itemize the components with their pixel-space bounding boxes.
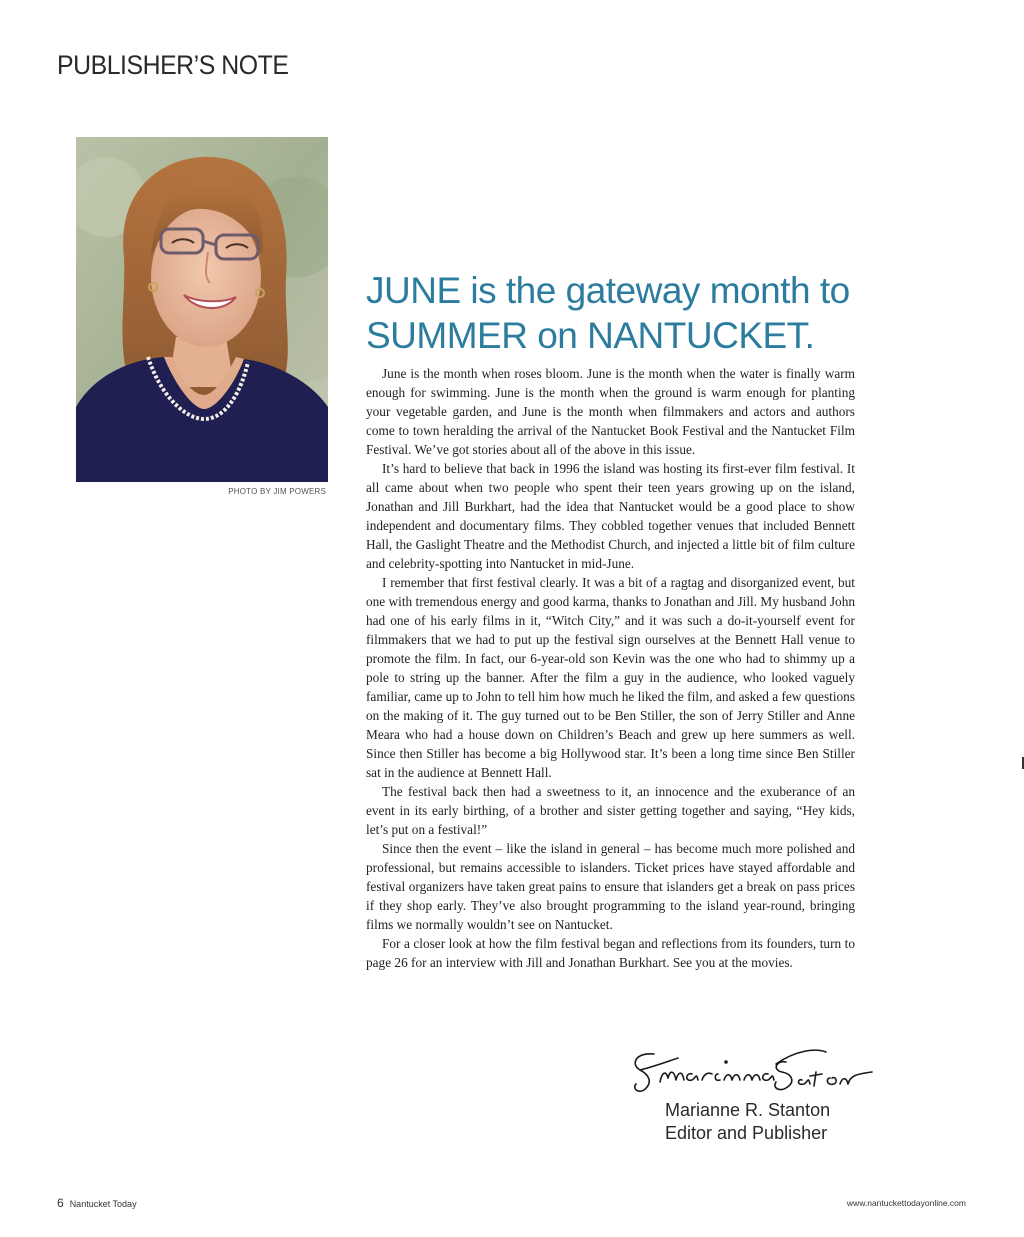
page-number: 6 bbox=[57, 1196, 64, 1210]
paragraph: For a closer look at how the film festival began and reflections from its founders, turn to page 26 for an interview with Jill and Jonathan Burkhart. See you at the movies. bbox=[366, 936, 855, 970]
photo-credit: PHOTO BY JIM POWERS bbox=[228, 487, 326, 496]
headline-line-2: SUMMER on NANTUCKET. bbox=[366, 315, 815, 356]
handwritten-signature bbox=[626, 1042, 881, 1100]
paragraph: June is the month when roses bloom. June is the month when the water is finally warm enough for swimming. June is the month when the ground is warm enough for planting your vegetable garden, and June is the month when filmmakers and actors and authors come to town heralding the arrival of the Nantucket Book Festival and the Nantucket Film Festival. We’ve got stories about all of the above in this issue. bbox=[366, 366, 855, 457]
paragraph: Since then the event – like the island in general – has become much more polished and professional, but remains accessible to islanders. Ticket prices have stayed affordable and festival organizers have taken great pains to ensure that islanders get a break on pass prices if they shop early. They’ve also brought programming to the island year-round, bringing films we normally wouldn’t see on Nantucket. bbox=[366, 841, 855, 932]
article-body bbox=[366, 364, 855, 972]
publication-name: Nantucket Today bbox=[69, 1199, 137, 1209]
publisher-portrait-photo bbox=[76, 137, 328, 482]
signer-name: Marianne R. Stanton bbox=[665, 1100, 831, 1120]
footer-folio bbox=[57, 1196, 137, 1210]
headline bbox=[366, 268, 886, 358]
signer-title: Editor and Publisher bbox=[665, 1123, 828, 1143]
paragraph: It’s hard to believe that back in 1996 the island was hosting its first-ever film festival. It all came about when two people who spent their teen years growing up on the island, Jonathan and Jill Burkhart, had the idea that Nantucket would be a good place to show independent and documentary films. They cobbled together venues that included Bennett Hall, the Gaslight Theatre and the Methodist Church, and injected a little bit of film culture and celebrity-spotting into Nantucket in mid-June. bbox=[366, 461, 855, 571]
signer-block bbox=[665, 1099, 830, 1145]
paragraph: The festival back then had a sweetness to it, an innocence and the exuberance of an event in its early birthing, of a brother and sister getting together and saying, “Hey kids, let’s put on a festival!” bbox=[366, 784, 855, 837]
footer-website: www.nantuckettodayonline.com bbox=[846, 1198, 966, 1208]
paragraph: I remember that first festival clearly. It was a bit of a ragtag and disorganized event, but one with tremendous energy and good karma, thanks to Jonathan and Jill. My husband John had one of his early films in it, “Witch City,” and it was such a do-it-yourself event for filmmakers that we had to put up the festival sign ourselves at the Bennett Hall venue to promote the film. In fact, our 6-year-old son Kevin was the one who had to shimmy up a pole to string up the banner. After the film a guy in the audience, who looked vaguely familiar, came up to John to tell him how much he liked the film, and asked a few questions on the making of it. The guy turned out to be Ben Stiller, the son of Jerry Stiller and Anne Meara who had a house down on Children’s Beach and grew up here summers as well. Since then Stiller has become a big Hollywood star. It’s been a long time since Ben Stiller sat in the audience at Bennett Hall. bbox=[366, 575, 855, 780]
headline-line-1: JUNE is the gateway month to bbox=[366, 270, 850, 311]
section-label: PUBLISHER’S NOTE bbox=[57, 50, 289, 80]
